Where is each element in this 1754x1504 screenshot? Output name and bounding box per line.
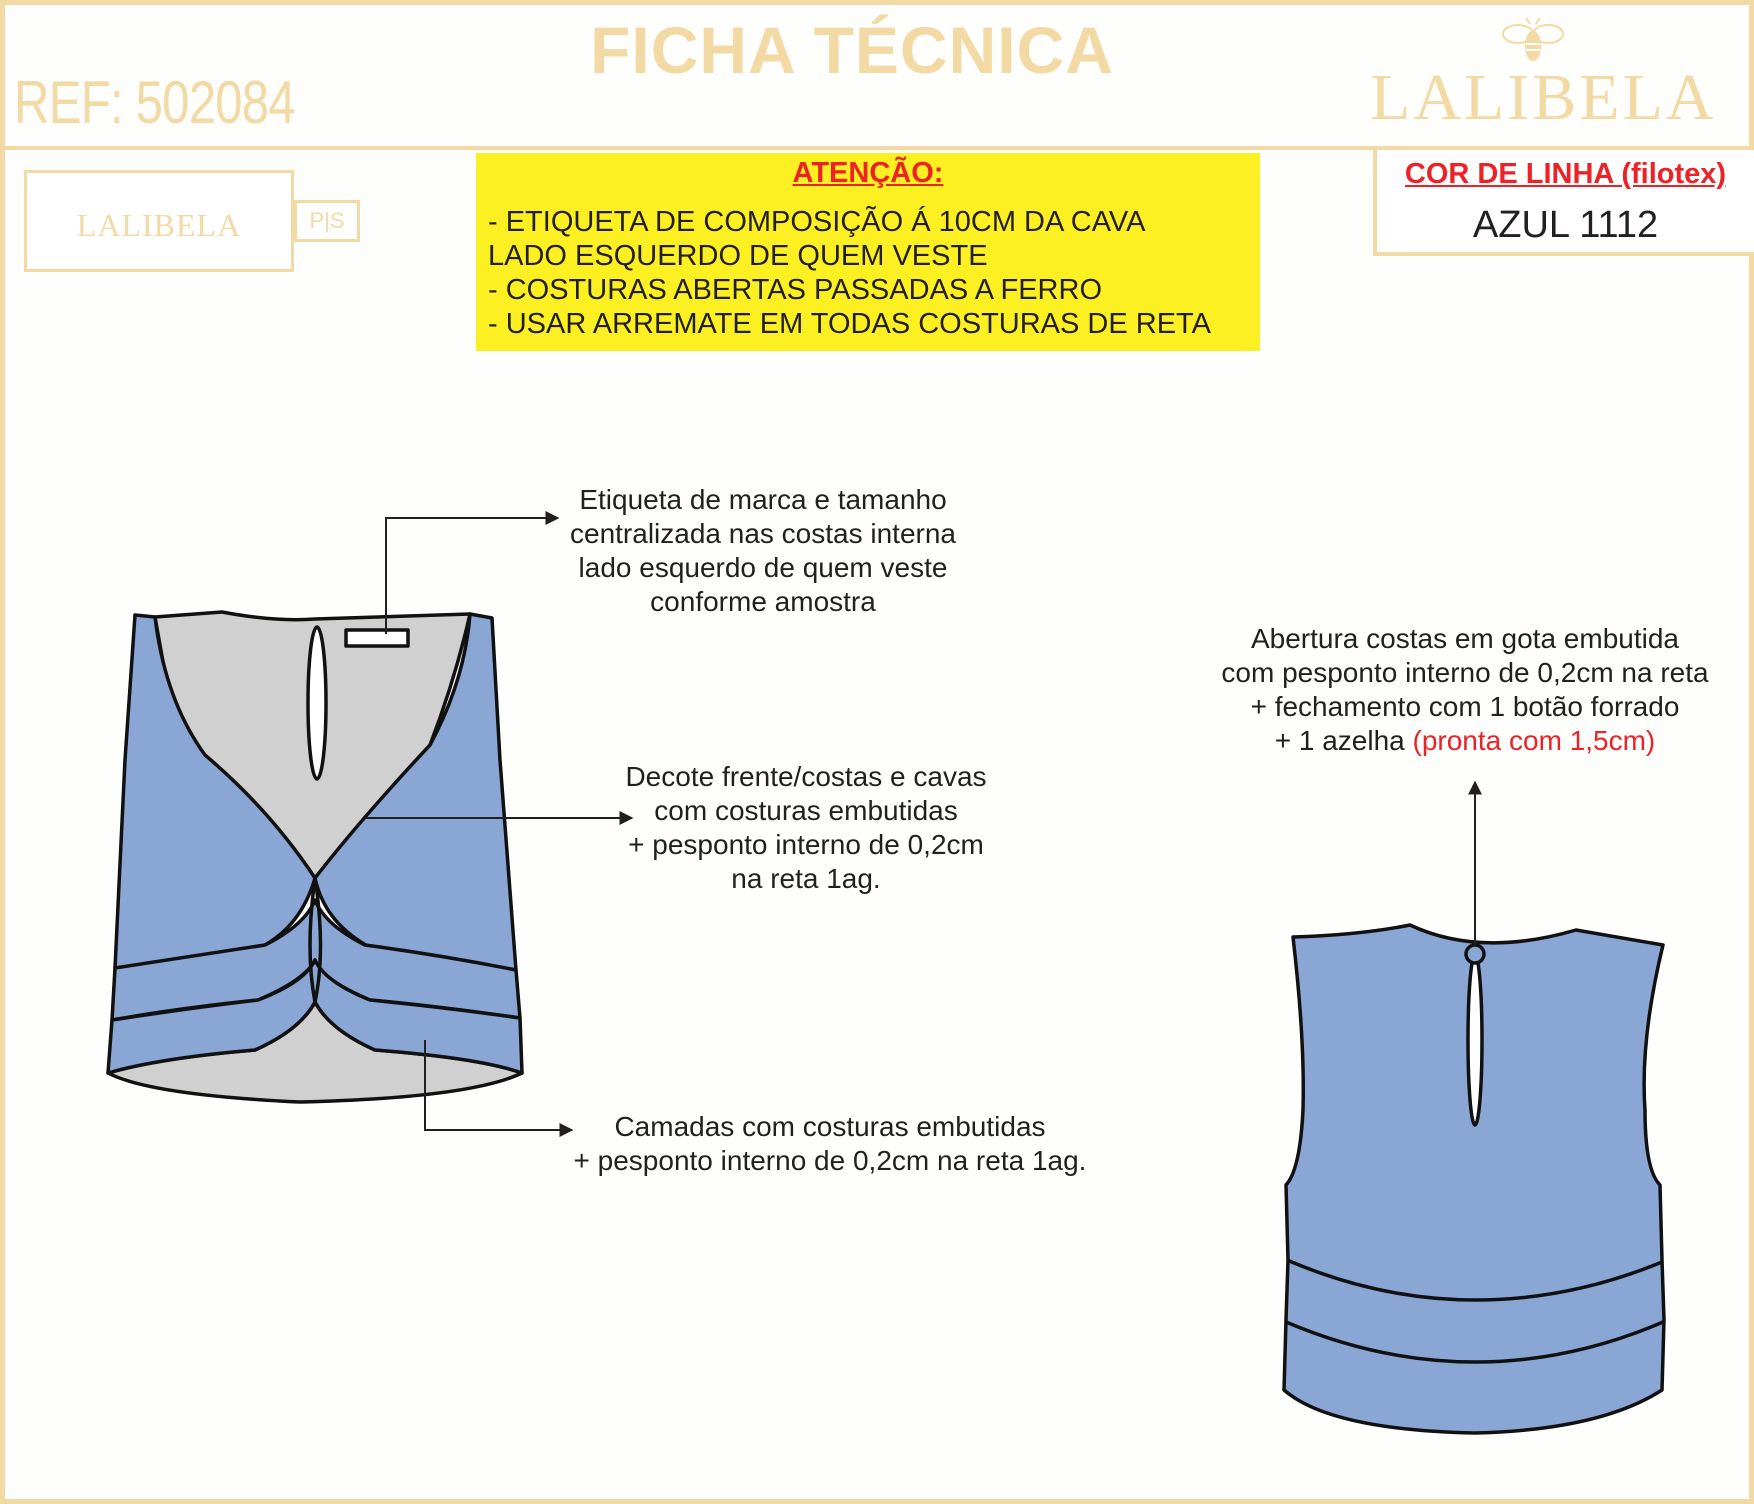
front-label-rect (346, 630, 408, 646)
note-line: Decote frente/costas e cavas (625, 761, 987, 792)
note-line: com pesponto interno de 0,2cm na reta (1221, 657, 1709, 688)
note-line: na reta 1ag. (731, 863, 881, 894)
front-view-drawing (108, 612, 522, 1102)
back-view-drawing (1284, 925, 1664, 1433)
note-line: conforme amostra (650, 586, 876, 617)
note-line: + pesponto interno de 0,2cm na reta 1ag. (573, 1145, 1087, 1176)
note-line: Etiqueta de marca e tamanho (579, 484, 947, 515)
back-button (1466, 945, 1484, 963)
reference-code: REF: 502084 (14, 69, 295, 136)
attention-line: LADO ESQUERDO DE QUEM VESTE (488, 240, 988, 272)
attention-line: - USAR ARREMATE EM TODAS COSTURAS DE RETA (488, 308, 1211, 340)
note-line: centralizada nas costas interna (570, 518, 956, 549)
attention-line: - COSTURAS ABERTAS PASSADAS A FERRO (488, 274, 1102, 306)
note-text: + 1 azelha (1274, 725, 1413, 756)
note-line: + pesponto interno de 0,2cm (628, 829, 984, 860)
layers-note (550, 1110, 1110, 1178)
page-title: FICHA TÉCNICA (590, 13, 1114, 87)
attention-line: - ETIQUETA DE COMPOSIÇÃO Á 10CM DA CAVA (488, 206, 1146, 238)
label-note (548, 483, 978, 619)
front-keyhole (308, 627, 326, 779)
note-line: com costuras embutidas (654, 795, 958, 826)
neckline-note (600, 760, 1012, 896)
brand-logo: LALIBELA (1370, 61, 1717, 134)
note-line (1190, 724, 1740, 758)
size-tag: P|S (294, 200, 360, 242)
note-line: lado esquerdo de quem veste (578, 552, 948, 583)
note-highlight: (pronta com 1,5cm) (1412, 725, 1656, 756)
brand-label-text: LALIBELA (76, 207, 242, 243)
back-opening-note (1190, 622, 1740, 758)
note-line: Camadas com costuras embutidas (614, 1111, 1046, 1142)
back-keyhole (1468, 955, 1482, 1125)
thread-color-value: AZUL 1112 (1472, 204, 1659, 246)
note-line: + fechamento com 1 botão forrado (1250, 691, 1680, 722)
attention-title: ATENÇÃO: (792, 157, 944, 189)
thread-color-title: COR DE LINHA (filotex) (1404, 158, 1727, 190)
note-line: Abertura costas em gota embutida (1250, 623, 1679, 654)
